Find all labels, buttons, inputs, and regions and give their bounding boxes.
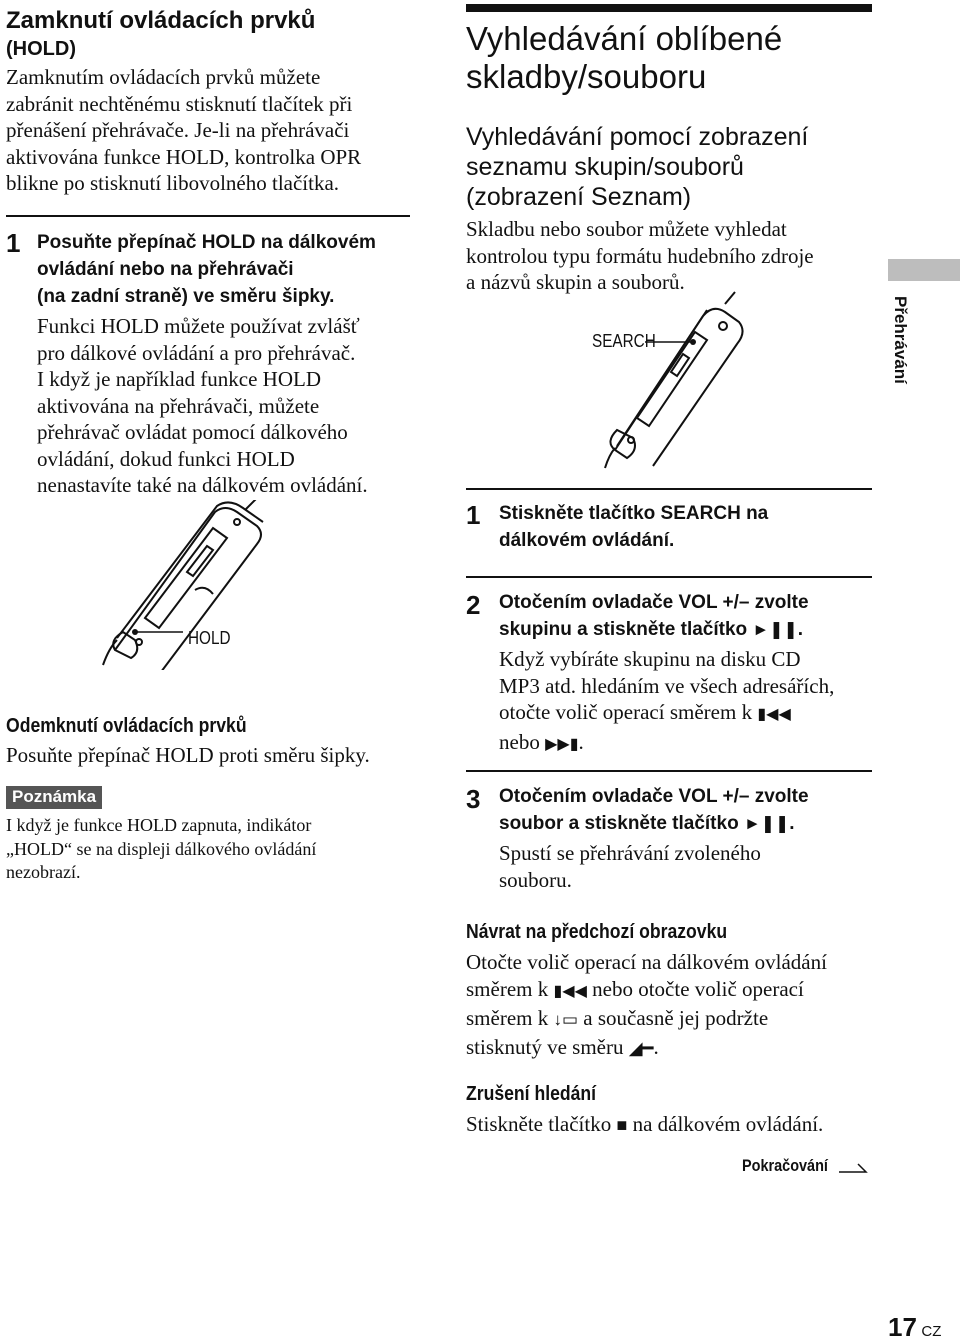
intro-line: Skladbu nebo soubor můžete vyhledat xyxy=(466,217,787,241)
step-title-line: Otočením ovladače VOL +/– zvolte xyxy=(499,786,809,807)
step-number: 1 xyxy=(6,228,21,258)
main-title-line: Vyhledávání oblíbené xyxy=(466,20,783,57)
return-body xyxy=(466,949,886,1061)
step-title-line: skupinu a stiskněte tlačítko ►❚❚. xyxy=(499,619,804,640)
step-2-body xyxy=(499,646,889,758)
remote-hold-illustration xyxy=(95,500,275,670)
intro-line: a názvů skupin a souborů. xyxy=(466,270,685,294)
step-title-line: Otočením ovladače VOL +/– zvolte xyxy=(499,592,809,613)
body-line: nenastavíte také na dálkovém ovládání. xyxy=(37,473,368,497)
note-line: „HOLD“ se na displeji dálkového ovládání xyxy=(6,838,317,859)
body-line: Funkci HOLD můžete používat zvlášť xyxy=(37,314,360,338)
body-line: aktivována na přehrávači, můžete xyxy=(37,393,320,418)
step-number: 1 xyxy=(466,500,481,530)
body-text: Stiskněte tlačítko xyxy=(466,1112,612,1136)
subtitle xyxy=(466,122,886,212)
right-intro xyxy=(466,216,886,296)
section-top-bar xyxy=(466,4,872,12)
group-folder-icon: ↓▭ xyxy=(553,1010,579,1029)
intro-line: kontrolou typu formátu hudebního zdroje xyxy=(466,243,814,268)
hold-intro xyxy=(6,64,416,197)
intro-line: přenášení přehrávače. Je-li na přehrávači xyxy=(6,118,350,142)
body-line: pro dálkové ovládání a pro přehrávač. xyxy=(37,340,356,365)
step-3-body xyxy=(499,840,889,893)
body-text: na dálkovém ovládání. xyxy=(632,1112,824,1136)
step-2-title xyxy=(499,589,889,643)
body-text: otočte volič operací směrem k xyxy=(499,700,753,724)
step-title-text: soubor a stiskněte tlačítko xyxy=(499,813,739,834)
body-line: Spustí se přehrávání zvoleného xyxy=(499,841,761,865)
divider xyxy=(6,215,410,217)
intro-line: aktivována funkce HOLD, kontrolka OPR xyxy=(6,144,362,169)
continued-label: Pokračování xyxy=(742,1156,828,1175)
body-line: přehrávač ovládat pomocí dálkového xyxy=(37,420,348,444)
body-text: nebo xyxy=(499,729,540,754)
body-line: Otočte volič operací na dálkovém ovládání xyxy=(466,950,827,974)
body-line: MP3 atd. hledáním ve všech adresářích, xyxy=(499,673,835,698)
step-title-line: (na zadní straně) ve směru šipky. xyxy=(37,286,335,307)
previous-track-icon: ▮◀◀ xyxy=(553,982,587,1000)
direction-arrow-icon: ◢━ xyxy=(628,1037,654,1058)
body-text: směrem k xyxy=(466,1006,549,1030)
step-title-line: Stiskněte tlačítko SEARCH na xyxy=(499,503,769,524)
subtitle-line: (zobrazení Seznam) xyxy=(466,183,692,211)
remote-search-illustration xyxy=(575,290,755,470)
unlock-title: Odemknutí ovládacích prvků xyxy=(6,715,247,737)
side-tab xyxy=(888,259,960,281)
note-line: nezobrazí. xyxy=(6,862,81,882)
step-3-title xyxy=(499,783,889,837)
section-title-hold-sub: (HOLD) xyxy=(6,38,76,60)
cancel-body xyxy=(466,1111,886,1139)
intro-line: Zamknutím ovládacích prvků můžete xyxy=(6,65,321,89)
step-title-line: dálkovém ovládání. xyxy=(499,530,675,551)
page-language: CZ xyxy=(921,1323,942,1340)
figure-label-hold: HOLD xyxy=(188,628,231,648)
body-line: stisknutý ve směru ◢━. xyxy=(466,1034,659,1059)
divider xyxy=(466,488,872,490)
cancel-title: Zrušení hledání xyxy=(466,1083,597,1105)
note-body xyxy=(6,814,416,885)
body-line: I když je například funkce HOLD xyxy=(37,367,321,391)
body-line: nebo ▶▶▮. xyxy=(499,729,584,754)
subtitle-line: Vyhledávání pomocí zobrazení xyxy=(466,123,809,151)
step-1-body xyxy=(37,313,427,499)
intro-line: blikne po stisknutí libovolného tlačítka. xyxy=(6,171,340,195)
note-line: I když je funkce HOLD zapnuta, indikátor xyxy=(6,815,312,835)
unlock-body: Posuňte přepínač HOLD proti směru šipky. xyxy=(6,743,370,767)
body-line xyxy=(499,699,889,729)
intro-line: zabránit nechtěnému stisknutí tlačítek při xyxy=(6,91,353,116)
body-text: a současně jej podržte xyxy=(583,1006,769,1030)
side-tab-label: Přehrávání xyxy=(891,296,910,384)
body-line: Když vybíráte skupinu na disku CD xyxy=(499,647,801,671)
next-track-icon: ▶▶▮ xyxy=(545,735,579,753)
body-text: směrem k xyxy=(466,976,549,1001)
step-number: 3 xyxy=(466,784,481,814)
page-number xyxy=(888,1312,941,1343)
body-line: ovládání, dokud funkci HOLD xyxy=(37,446,295,471)
step-title-line: Posuňte přepínač HOLD na dálkovém xyxy=(37,232,376,253)
body-line: souboru. xyxy=(499,867,572,892)
page-number-value: 17 xyxy=(888,1312,917,1342)
divider xyxy=(466,576,872,578)
section-title-hold: Zamknutí ovládacích prvků xyxy=(6,7,316,34)
divider xyxy=(466,770,872,772)
stop-icon: ■ xyxy=(616,1115,628,1135)
note-badge xyxy=(6,786,102,809)
play-pause-icon: ►❚❚ xyxy=(743,814,790,833)
step-number: 2 xyxy=(466,590,481,620)
body-line xyxy=(466,1005,886,1034)
step-1-title xyxy=(499,500,879,554)
note-tag: Poznámka xyxy=(6,786,102,809)
main-title-line: skladby/souboru xyxy=(466,58,707,95)
return-title: Návrat na předchozí obrazovku xyxy=(466,921,728,943)
step-title-text: skupinu a stiskněte tlačítko xyxy=(499,619,748,640)
figure-label-search: SEARCH xyxy=(592,331,656,351)
body-text: nebo otočte volič operací xyxy=(592,976,804,1001)
main-title xyxy=(466,20,886,96)
subtitle-line: seznamu skupin/souborů xyxy=(466,153,744,181)
step-title-line: soubor a stiskněte tlačítko ►❚❚. xyxy=(499,813,795,834)
body-text: stisknutý ve směru xyxy=(466,1034,624,1059)
continued-arrow-icon xyxy=(838,1160,868,1174)
continued-marker xyxy=(742,1156,868,1176)
left-heading xyxy=(6,2,416,64)
body-line xyxy=(466,976,886,1006)
step-1-title xyxy=(37,229,417,310)
play-pause-icon: ►❚❚ xyxy=(752,620,798,639)
step-title-line: ovládání nebo na přehrávači xyxy=(37,259,294,280)
previous-track-icon: ▮◀◀ xyxy=(757,706,791,723)
